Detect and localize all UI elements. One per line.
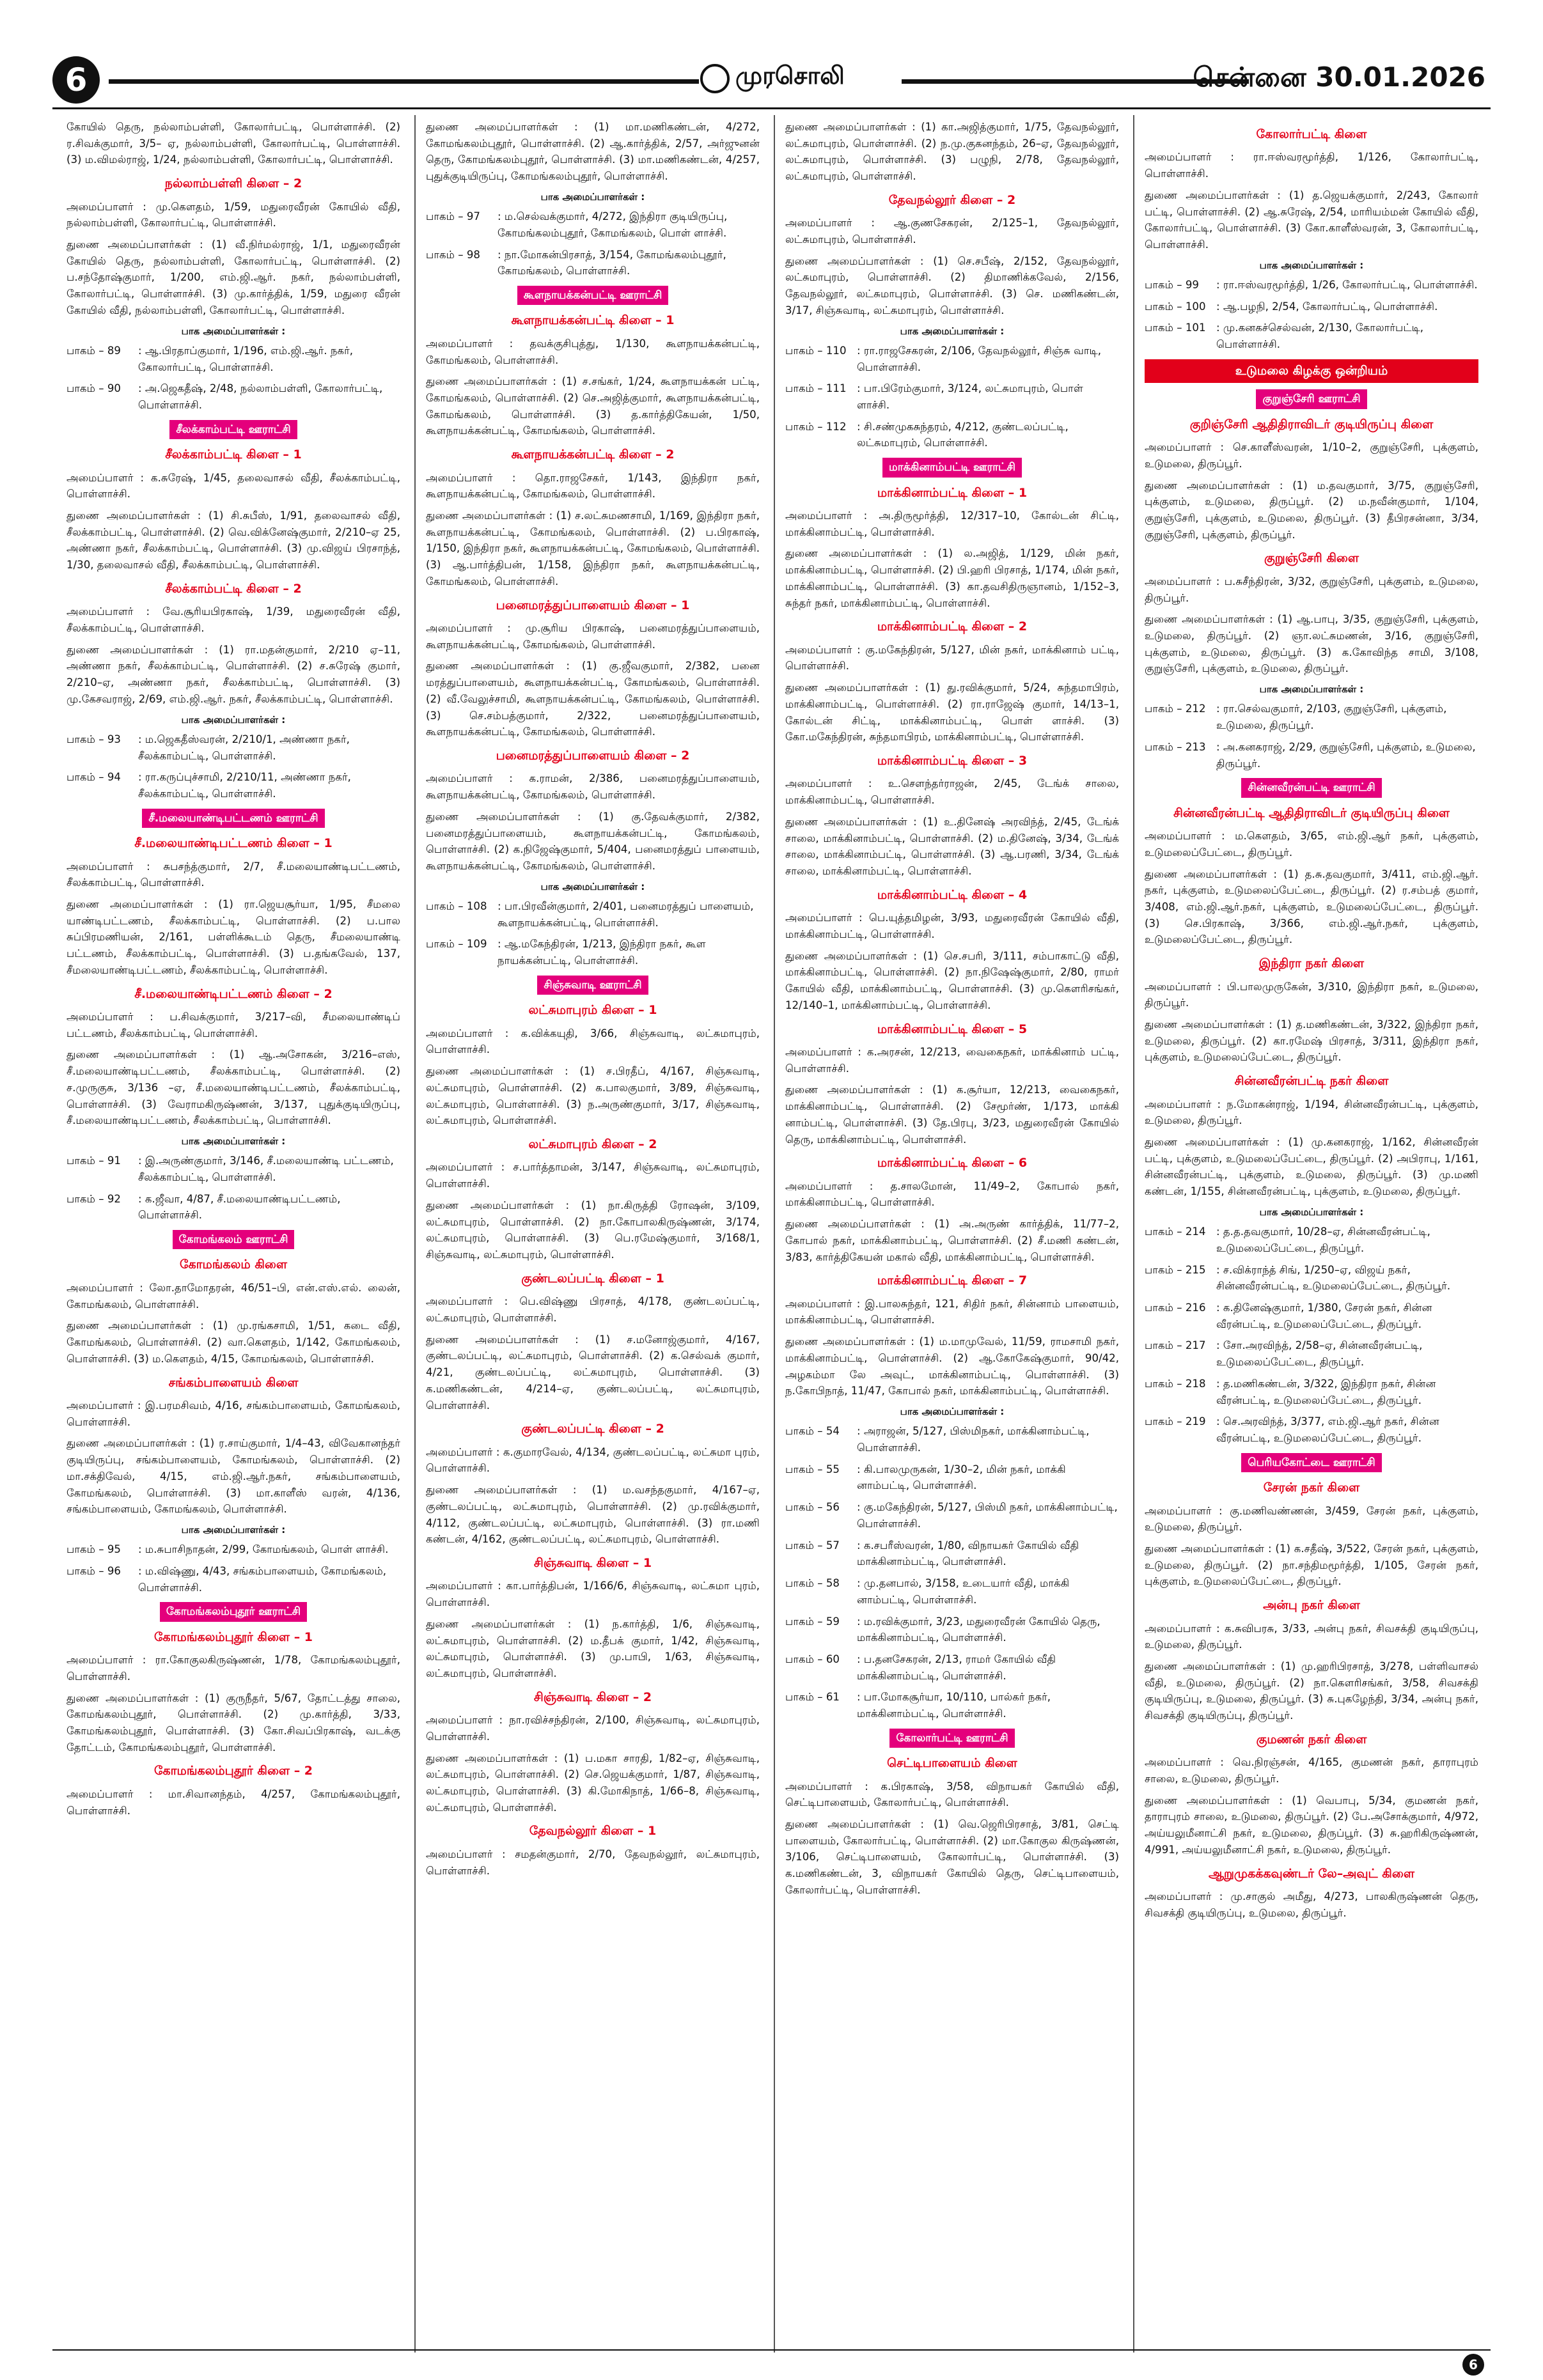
branch-heading: நல்லாம்பள்ளி கிளை – 2 (164, 176, 302, 191)
paragraph: அமைப்பாளர் : பி.பாலமுருகேன், 3/310, இந்திரா நகர், உடுமலை, திருப்பூர். (1145, 980, 1478, 1009)
paragraph: அமைப்பாளர் : ரா.கோகுலகிருஷ்ணன், 1/78, கோமங்கலம்புதூர், பொள்ளாச்சி. (67, 1654, 400, 1683)
booth-entry (1145, 277, 1478, 293)
booth-entry (67, 1191, 400, 1224)
paragraph: அமைப்பாளர் : க.அரசன், 12/213, வைகைநகர், மாக்கினாம் பட்டி, பொள்ளாச்சி. (785, 1045, 1119, 1075)
branch-heading: குண்டலப்பட்டி கிளை – 1 (521, 1271, 664, 1286)
booth-organiser: : மு.கனகச்செல்வன், 2/130, கோலார்பட்டி, பொள்ளாச்சி. (1216, 322, 1424, 351)
panchayat-tag: கோமங்கலம்புதூர் ஊராட்சி (160, 1602, 307, 1621)
paragraph: அமைப்பாளர் : க.பிரகாஷ், 3/58, விநாயகர் கோயில் வீதி, செட்டிபாளையம், கோலார்பட்டி, பொள்ளாச்சி. (785, 1780, 1119, 1809)
paragraph: துணை அமைப்பாளர்கள் : (1) ப.மகா சாரதி, 1/82–ஏ, சிஞ்சுவாடி, லட்சுமாபுரம், பொள்ளாச்சி. (2) செ.ஜெயக்குமார், 1/87, சிஞ்சுவாடி, லட்சுமாபுரம், பொள்ளாச்சி. (3) கி.மோகிநாத், 1/66–8, சிஞ்சுவாடி, லட்சுமாபுரம், பொள்ளாச்சி. (426, 1752, 760, 1814)
paragraph: துணை அமைப்பாளர்கள் : (1) செ.சபரி, 3/111, சம்பாகாட்டு வீதி, மாக்கினாம்பட்டி, பொள்ளாச்சி. (2) நா.நிஷேஷ்குமார், 2/80, ராமர் கோயில் வீதி, மாக்கினாம்பட்டி, பொள்ளாச்சி. (3) மு.கௌரிசங்கர், 12/140–1, மாக்கினாம்பட்டி, பொள்ளாச்சி. (785, 949, 1119, 1011)
booth-number: பாகம் – 55 (785, 1463, 840, 1475)
booth-organiser: : அ.கனகராஜ், 2/29, குறுஞ்சேரி, புக்குளம், உடுமலை, திருப்பூர். (1216, 740, 1476, 770)
paragraph: அமைப்பாளர் : மு.சூரிய பிரகாஷ், பனைமரத்துப்பாளையம், கூளநாயக்கன்பட்டி, கோமங்கலம், பொள்ளாச்சி. (426, 622, 760, 651)
booth-number: பாகம் – 108 (426, 900, 487, 913)
paragraph: துணை அமைப்பாளர்கள் : (1) வெபாபு, 5/34, குமணன் நகர், தாராபுரம் சாலை, உடுமலை, திருப்பூர். (2) பே.அசோக்குமார், 4/972, அய்யலுமீனாட்சி நகர், உடுமலை, திருப்பூர். (3) சு.ஹரிகிருஷ்ணன், 4/991, அய்யலுமீனாட்சி நகர், உடுமலை, திருப்பூர். (1145, 1794, 1478, 1856)
booth-entry (67, 731, 400, 764)
booth-organiser: : ரா.ராஜசேகரன், 2/106, தேவநல்லூர், சிஞ்சு வாடி, பொள்ளாச்சி. (857, 344, 1101, 373)
booth-subheading: பாக அமைப்பாளர்கள் : (181, 713, 286, 726)
branch-heading: குண்டலப்பட்டி கிளை – 2 (521, 1422, 664, 1436)
branch-heading: குமணன் நகர் கிளை (1256, 1732, 1367, 1746)
booth-number: பாகம் – 219 (1145, 1415, 1206, 1428)
paragraph: துணை அமைப்பாளர்கள் : (1) ச.சங்கர், 1/24, கூளநாயக்கன் பட்டி, கோமங்கலம், பொள்ளாச்சி. (2) செ.அஜித்குமார், கூளநாயக்கன்பட்டி, கோமங்கலம், பொள்ளாச்சி. (3) த.கார்த்திகேயன், 1/50, கூளநாயக்கன்பட்டி, கோமங்கலம், பொள்ளாச்சி. (426, 375, 760, 437)
branch-heading: குறிஞ்சேரி ஆதிதிராவிடர் குடியிருப்பு கிளை (1189, 417, 1434, 432)
booth-subheading: பாக அமைப்பாளர்கள் : (1259, 1206, 1364, 1218)
paragraph: அமைப்பாளர் : இ.பரமசிவம், 4/16, சங்கம்பாளையம், கோமங்கலம், பொள்ளாச்சி. (67, 1399, 400, 1428)
paragraph: அமைப்பாளர் : க.விக்கயுதி, 3/66, சிஞ்சுவாடி, லட்சுமாபுரம், பொள்ளாச்சி. (426, 1027, 760, 1056)
paragraph: துணை அமைப்பாளர்கள் : (1) மு.ஹரிபிரசாத், 3/278, பள்ளிவாசல் வீதி, உடுமலை, திருப்பூர். (2) நா.கெளரிசங்கர், 3/58, சிவசக்தி குடியிருப்பு, உடுமலை, திருப்பூர். (3) சு.புகழேந்தி, 3/34, அன்பு நகர், சிவசக்தி குடியிருப்பு, திருப்பூர். (1145, 1660, 1478, 1722)
paragraph: துணை அமைப்பாளர்கள் : (1) கா.அஜித்குமார், 1/75, தேவநல்லூர், லட்சுமாபுரம், பொள்ளாச்சி. (2) ந.மு.குகனந்தம், 26–ஏ, தேவநல்லூர், லட்சுமாபுரம், பொள்ளாச்சி. (3) பழுநி, 2/78, தேவநல்லூர், லட்சுமாபுரம், பொள்ளாச்சி. (785, 121, 1119, 183)
booth-organiser: : க.ஜீவா, 4/87, சீ.மலையாண்டிபட்டணம், பொள்ளாச்சி. (138, 1192, 341, 1222)
paragraph: துணை அமைப்பாளர்கள் : (1) உ.தினேஷ் அரவிந்த், 2/45, டேங்க் சாலை, மாக்கினாம்பட்டி, பொள்ளாச்சி. (2) ம.தினேஷ், 3/34, டேங்க் சாலை, மாக்கினாம்பட்டி, பொள்ளாச்சி. (3) ஆ.பரணி, 3/34, டேங்க் சாலை, மாக்கினாம்பட்டி, பொள்ளாச்சி. (785, 815, 1119, 878)
paragraph: துணை அமைப்பாளர்கள் : (1) ல.அஜித், 1/129, மின் நகர், மாக்கினாம்பட்டி, பொள்ளாச்சி. (2) பி.ஹரி பிரசாத், 1/174, மின் நகர், மாக்கினாம்பட்டி, பொள்ளாச்சி. (3) கா.தவசிதிருஞானம், 1/152–3, சுந்தர் நகர், மாக்கினாம்பட்டி, பொள்ளாச்சி. (785, 547, 1119, 609)
branch-heading: பனைமரத்துப்பாளையம் கிளை – 1 (496, 598, 690, 612)
branch-heading: மாக்கினாம்பட்டி கிளை – 5 (877, 1022, 1028, 1036)
city-date: சென்னை 30.01.2026 (1193, 61, 1485, 93)
booth-organiser: : க.தினேஷ்குமார், 1/380, சேரன் நகர், சின்ன வீரன்பட்டி, உடுமலைப்பேட்டை, திருப்பூர். (1216, 1302, 1432, 1330)
booth-entry (1145, 739, 1478, 772)
booth-number: பாகம் – 94 (67, 771, 121, 784)
panchayat-tag: கோலார்பட்டி ஊராட்சி (889, 1729, 1014, 1748)
booth-entry (67, 1563, 400, 1596)
paragraph: துணை அமைப்பாளர்கள் : (1) ம.வசந்தகுமார், 4/167–ஏ, குண்டலப்பட்டி, லட்சுமாபுரம், பொள்ளாச்சி. (2) மு.ரவிக்குமார், 4/112, குண்டலப்பட்டி, லட்சுமாபுரம், பொள்ளாச்சி. (3) ரா.மணி கண்டன், 4/162, குண்டலப்பட்டி, லட்சுமாபுரம், பொள்ளாச்சி. (426, 1484, 760, 1546)
paragraph: துணை அமைப்பாளர்கள் : (1) மு.ரங்கசாமி, 1/51, கடை வீதி, கோமங்கலம், பொள்ளாச்சி. (2) வா.கௌதம், 1/142, கோமங்கலம், பொள்ளாச்சி. (3) ம.கௌதம், 4/15, கோமங்கலம், பொள்ளாச்சி. (67, 1319, 400, 1365)
booth-number: பாகம் – 215 (1145, 1263, 1206, 1276)
branch-heading: சின்னவீரன்பட்டி நகர் கிளை (1234, 1074, 1389, 1089)
paragraph: துணை அமைப்பாளர்கள் : (1) ரா.மதன்குமார், 2/210 ஏ–11, அண்ணா நகர், சீலக்காம்பட்டி, பொள்ளாச்சி. (2) ச.சுரேஷ் குமார், 2/210–ஏ, அண்ணா நகர், சீலக்காம்பட்டி, பொள்ளாச்சி. (3) மு.கேசவராஜ், 2/69, எம்.ஜி.ஆர். நகர், சீலக்காம்பட்டி, பொள்ளாச்சி. (67, 643, 400, 705)
booth-number: பாகம் – 111 (785, 382, 847, 395)
booth-number: பாகம் – 216 (1145, 1302, 1206, 1314)
paragraph: துணை அமைப்பாளர்கள் : (1) து.ரவிக்குமார், 5/24, சுந்தமாபிரம், மாக்கினாம்பட்டி, பொள்ளாச்சி. (2) ரா.ராஜேஷ் குமார், 14/13–1, கோல்டன் சிட்டி, மாக்கினாம்பட்டி, பொள் ளாச்சி. (3) கோ.மகேந்திரன், சுந்தமாபிரம், மாக்கினாம்பட்டி, பொள்ளாச்சி. (785, 681, 1119, 743)
booth-entry (785, 343, 1119, 375)
top-rule (52, 107, 1491, 109)
booth-organiser: : ப.தனசேகரன், 2/13, ராமர் கோயில் வீதி மாக்கினாம்பட்டி, பொள்ளாச்சி. (857, 1653, 1056, 1682)
booth-entry (785, 1575, 1119, 1608)
booth-organiser: : ம.ஜெகதீஸ்வரன், 2/210/1, அண்ணா நகர், சீலக்காம்பட்டி, பொள்ளாச்சி. (138, 733, 350, 762)
column-3 (785, 119, 1119, 2344)
booth-organiser: : பா.பிரேம்குமார், 3/124, லட்சுமாபுரம், பொள் ளாச்சி. (857, 382, 1083, 412)
branch-heading: லட்சுமாபுரம் கிளை – 1 (528, 1003, 657, 1018)
paragraph: அமைப்பாளர் : இ.பாலசுந்தர், 121, சிதிர் நகர், சின்னாம் பாளையம், மாக்கினாம்பட்டி, பொள்ளாச்சி. (785, 1297, 1119, 1326)
panchayat-tag: கூளநாயக்கன்பட்டி ஊராட்சி (517, 286, 669, 305)
booth-number: பாகம் – 60 (785, 1653, 840, 1665)
paragraph: துணை அமைப்பாளர்கள் : (1) சி.சுபீஸ், 1/91, தலைவாசல் வீதி, சீலக்காம்பட்டி, பொள்ளாச்சி. (2) வெ.விக்னேஷ்குமார், 2/210–ஏ 25, அண்ணா நகர், சீலக்காம்பட்டி, பொள்ளாச்சி. (3) மு.விஜய் பிரசாந்த், 1/30, தலைவாசல் வீதி, சீலக்காம்பட்டி, பொள்ளாச்சி. (67, 509, 400, 572)
paragraph: அமைப்பாளர் : ந.மோகன்ராஜ், 1/194, சின்னவீரன்பட்டி, புக்குளம், உடுமலை, திருப்பூர். (1145, 1098, 1478, 1127)
paragraph: அமைப்பாளர் : க.சுவிபரசு, 3/33, அன்பு நகர், சிவசக்தி குடியிருப்பு, உடுமலை, திருப்பூர். (1145, 1622, 1478, 1651)
booth-organiser: : அ.ஜெகதீஷ், 2/48, நல்லாம்பள்ளி, கோலார்பட்டி, பொள்ளாச்சி. (138, 382, 383, 412)
branch-heading: மாக்கினாம்பட்டி கிளை – 2 (877, 619, 1028, 634)
branch-heading: தேவநல்லூர் கிளை – 2 (888, 192, 1016, 207)
booth-subheading: பாக அமைப்பாளர்கள் : (1259, 259, 1364, 271)
paragraph: அமைப்பாளர் : செ.காளீஸ்வரன், 1/10–2, குறுஞ்சேரி, புக்குளம், உடுமலை, திருப்பூர். (1145, 441, 1478, 470)
paragraph: அமைப்பாளர் : சுபசந்த்குமார், 2/7, சீ.மலையாண்டிபட்டணம், சீலக்காம்பட்டி, பொள்ளாச்சி. (67, 860, 400, 889)
paragraph: அமைப்பாளர் : லோ.தாமோதரன், 46/51–பி, என்.எஸ்.எல். லைன், கோமங்கலம், பொள்ளாச்சி. (67, 1281, 400, 1311)
paragraph: கோயில் தெரு, நல்லாம்பள்ளி, கோலார்பட்டி, பொள்ளாச்சி. (2) ர.சிவக்குமார், 3/5– ஏ, நல்லாம்பள்ளி, கோலார்பட்டி, பொள்ளாச்சி. (3) ம.விமல்ராஜ், 1/24, நல்லாம்பள்ளி, கோலார்பட்டி, பொள்ளாச்சி. (67, 121, 400, 166)
paragraph: துணை அமைப்பாளர்கள் : (1) ம.தவகுமார், 3/75, குறுஞ்சேரி, புக்குளம், உடுமலை, திருப்பூர். (2) ம.நவீன்குமார், 1/104, குறுஞ்சேரி, புக்குளம், உடுமலை, திருப்பூர். (3) தீபிரசன்னா, 3/34, குறுஞ்சேரி, புக்குளம், திருப்பூர். (1145, 479, 1478, 541)
paragraph: துணை அமைப்பாளர்கள் : (1) க.சூர்யா, 12/213, வைகைநகர், மாக்கினாம்பட்டி, பொள்ளாச்சி. (2) சேமூர்ண், 1/173, மாக்கி னாம்பட்டி, பொள்ளாச்சி. (3) தே.பிரபு, 3/23, மதுரைவீரன் கோயில் தெரு, மாக்கினாம்பட்டி, பொள்ளாச்சி. (785, 1084, 1119, 1146)
booth-organiser: : பா.மோகசூர்யா, 10/110, பால்கர் நகர், மாக்கினாம்பட்டி, பொள்ளாச்சி. (857, 1691, 1051, 1720)
branch-heading: சின்னவீரன்பட்டி ஆதிதிராவிடர் குடியிருப்பு கிளை (1173, 805, 1450, 820)
paragraph: அமைப்பாளர் : ச.பார்த்தாமன், 3/147, சிஞ்சுவாடி, லட்சுமாபுரம், பொள்ளாச்சி. (426, 1161, 760, 1190)
column-2 (426, 119, 760, 2344)
booth-organiser: : க.சபரீஸ்வரன், 1/80, விநாயகர் கோயில் வீதி மாக்கினாம்பட்டி, பொள்ளாச்சி. (857, 1539, 1079, 1568)
booth-organiser: : த.மணிகண்டன், 3/322, இந்திரா நகர், சின்ன வீரன்பட்டி, உடுமலைப்பேட்டை, திருப்பூர். (1216, 1377, 1436, 1406)
booth-entry (1145, 299, 1478, 315)
panchayat-tag: கோமங்கலம் ஊராட்சி (173, 1230, 295, 1249)
booth-entry (1145, 320, 1478, 352)
paragraph: துணை அமைப்பாளர்கள் : (1) குருநீதர், 5/67, தோட்டத்து சாலை, கோமங்கலம்புதூர், பொள்ளாச்சி. (2) மு.கார்த்தி, 3/33, கோமங்கலம்புதூர், பொள்ளாச்சி. (3) கோ.சிவப்பிரகாஷ், வடக்கு தோட்டம், கோமங்கலம்புதூர், பொள்ளாச்சி. (67, 1692, 400, 1754)
column-divider (414, 115, 416, 2353)
booth-entry (426, 936, 760, 968)
branch-heading: கோலார்பட்டி கிளை (1256, 127, 1367, 141)
paragraph: அமைப்பாளர் : பெ.யுத்தமிழன், 3/93, மதுரைவீரன் கோயில் வீதி, மாக்கினாம்பட்டி, பொள்ளாச்சி. (785, 912, 1119, 940)
booth-number: பாகம் – 213 (1145, 740, 1206, 753)
booth-organiser: : பா.பிரவீன்குமார், 2/401, பனைமரத்துப் பாளையம், கூளநாயக்கன்பட்டி, பொள்ளாச்சி. (497, 900, 754, 929)
booth-organiser: : ம.ரவிக்குமார், 3/23, மதுரைவீரன் கோயில் தெரு, மாக்கினாம்பட்டி, பொள்ளாச்சி. (857, 1615, 1100, 1644)
booth-number: பாகம் – 100 (1145, 300, 1206, 313)
panchayat-tag: குறுஞ்சேரி ஊராட்சி (1256, 389, 1367, 408)
booth-entry (785, 380, 1119, 413)
booth-number: பாகம் – 217 (1145, 1339, 1206, 1352)
booth-subheading: பாக அமைப்பாளர்கள் : (900, 1406, 1005, 1418)
booth-entry (426, 208, 760, 241)
paragraph: அமைப்பாளர் : ரா.ஈஸ்வரமூர்த்தி, 1/126, கோலார்பட்டி, பொள்ளாச்சி. (1145, 151, 1478, 180)
branch-heading: ஆறுமுகக்கவுண்டர் லே–அவுட் கிளை (1209, 1866, 1414, 1881)
booth-subheading: பாக அமைப்பாளர்கள் : (1259, 683, 1364, 696)
column-divider (1133, 115, 1134, 2353)
paragraph: அமைப்பாளர் : க.சுரேஷ், 1/45, தலைவாசல் வீதி, சீலக்காம்பட்டி, பொள்ளாச்சி. (67, 471, 400, 501)
booth-number: பாகம் – 97 (426, 210, 480, 223)
booth-number: பாகம் – 91 (67, 1155, 121, 1167)
paragraph: அமைப்பாளர் : அ.திருமூர்த்தி, 12/317–10, கோல்டன் சிட்டி, மாக்கினாம்பட்டி, பொள்ளாச்சி. (785, 509, 1119, 538)
booth-entry (785, 1651, 1119, 1684)
booth-organiser: : ஆ.பழநி, 2/54, கோலார்பட்டி, பொள்ளாச்சி. (1216, 300, 1438, 313)
booth-organiser: : ஆ.மகேந்திரன், 1/213, இந்திரா நகர், கூள நாயக்கன்பட்டி, பொள்ளாச்சி. (497, 938, 706, 967)
booth-entry (426, 898, 760, 931)
booth-entry (785, 419, 1119, 451)
booth-organiser: : இ.அருண்குமார், 3/146, சீ.மலையாண்டி பட்டணம், சீலக்காம்பட்டி, பொள்ளாச்சி. (138, 1155, 394, 1183)
booth-number: பாகம் – 56 (785, 1501, 840, 1514)
branch-heading: மாக்கினாம்பட்டி கிளை – 4 (877, 887, 1028, 902)
branch-heading: மாக்கினாம்பட்டி கிளை – 1 (877, 485, 1028, 500)
paragraph: அமைப்பாளர் : கு.மகேந்திரன், 5/127, மின் நகர், மாக்கினாம் பட்டி, பொள்ளாச்சி. (785, 643, 1119, 673)
branch-heading: சீலக்காம்பட்டி கிளை – 2 (165, 581, 302, 596)
booth-entry (426, 247, 760, 279)
paragraph: அமைப்பாளர் : மா.சிவானந்தம், 4/257, கோமங்கலம்புதூர், பொள்ளாச்சி. (67, 1787, 400, 1817)
booth-entry (1145, 701, 1478, 733)
paragraph: துணை அமைப்பாளர்கள் : (1) மா.மணிகண்டன், 4/272, கோமங்கலம்புதூர், பொள்ளாச்சி. (2) ஆ.கார்த்திக், 2/57, அர்ஜுனன் தெரு, கோமங்கலம்புதூர், பொள்ளாச்சி. (3) மா.மணிகண்டன், 4/257, புதுக்குடியிருப்பு, கோமங்கலம்புதூர், பொள்ளாச்சி. (426, 121, 760, 183)
booth-organiser: : ரா.ஈஸ்வரமூர்த்தி, 1/26, கோலார்பட்டி, பொள்ளாச்சி. (1216, 279, 1478, 291)
paragraph: துணை அமைப்பாளர்கள் : (1) நா.கிருத்தி ரோஷன், 3/109, லட்சுமாபுரம், பொள்ளாச்சி. (2) நா.கோபாலகிருஷ்ணன், 3/174, லட்சுமாபுரம், பொள்ளாச்சி. (3) பெ.ரமேஷ்குமார், 3/168/1, சிஞ்சுவாடி, லட்சுமாபுரம், பொள்ளாச்சி. (426, 1199, 760, 1261)
branch-heading: சிஞ்சுவாடி கிளை – 2 (533, 1690, 652, 1704)
booth-organiser: : சோ.அரவிந்த், 2/58–ஏ, சின்னவீரன்பட்டி, உடுமலைப்பேட்டை, திருப்பூர். (1216, 1339, 1423, 1369)
booth-number: பாகம் – 89 (67, 344, 121, 357)
paragraph: அமைப்பாளர் : கு.மணிவண்ணன், 3/459, சேரன் நகர், புக்குளம், உடுமலை, திருப்பூர். (1145, 1504, 1478, 1534)
booth-number: பாகம் – 96 (67, 1564, 121, 1577)
booth-entry (785, 1689, 1119, 1722)
booth-number: பாகம் – 59 (785, 1615, 840, 1628)
booth-organiser: : செ.அரவிந்த், 3/377, எம்.ஜி.ஆர் நகர், சின்ன வீரன்பட்டி, உடுமலைப்பேட்டை, திருப்பூர். (1216, 1415, 1439, 1445)
column-1 (67, 119, 400, 2344)
branch-heading: சங்கம்பாளையம் கிளை (168, 1375, 299, 1390)
paragraph: அமைப்பாளர் : வெ.நிரஞ்சன், 4/165, குமணன் நகர், தாராபுரம் சாலை, உடுமலை, திருப்பூர். (1145, 1756, 1478, 1785)
paragraph: அமைப்பாளர் : வே.சூரியபிரகாஷ், 1/39, மதுரைவீரன் வீதி, சீலக்காம்பட்டி, பொள்ளாச்சி. (67, 605, 400, 634)
booth-entry (67, 769, 400, 802)
column-divider (774, 115, 775, 2353)
booth-organiser: : நா.மோகன்பிரசாத், 3/154, கோமங்கலம்புதூர், கோமங்கலம், பொள்ளாச்சி. (497, 248, 726, 277)
paragraph: துணை அமைப்பாளர்கள் : (1) த.சு.தவகுமார், 3/411, எம்.ஜி.ஆர். நகர், புக்குளம், உடுமலைப்பேட்டை, திருப்பூர். (2) ர.சம்பத் குமார், 3/408, எம்.ஜி.ஆர்.நகர், புக்குளம், உடுமலைப்பேட்டை, திருப்பூர். (3) செ.பிரகாஷ், 3/366, எம்.ஜி.ஆர்.நகர், புக்குளம், உடுமலைப்பேட்டை, திருப்பூர். (1145, 867, 1478, 946)
paragraph: அமைப்பாளர் : சமதன்குமார், 2/70, தேவநல்லூர், லட்சுமாபுரம், பொள்ளாச்சி. (426, 1847, 760, 1877)
booth-subheading: பாக அமைப்பாளர்கள் : (540, 191, 645, 203)
booth-entry (1145, 1300, 1478, 1332)
paragraph: துணை அமைப்பாளர்கள் : (1) ர.சாய்குமார், 1/4–43, விவேகானந்தர் குடியிருப்பு, சங்கம்பாளையம், கோமங்கலம், பொள்ளாச்சி. (2) மா.சக்திவேல், 4/15, எம்.ஜி.ஆர்.நகர், சங்கம்பாளையம், கோமங்கலம், பொள்ளாச்சி. (3) மா.காளீஸ் வரன், 4/136, சங்கம்பாளையம், கோமங்கலம், பொள்ளாச்சி. (67, 1437, 400, 1516)
footer-page-number: 6 (1462, 2354, 1484, 2376)
booth-entry (1145, 1337, 1478, 1370)
paragraph: அமைப்பாளர் : ம.கௌதம், 3/65, எம்.ஜி.ஆர் நகர், புக்குளம், உடுமலைப்பேட்டை, திருப்பூர். (1145, 830, 1478, 859)
paragraph: துணை அமைப்பாளர்கள் : (1) ச.லட்சுமணசாமி, 1/169, இந்திரா நகர், கூளநாயக்கன்பட்டி, கோமங்கலம், பொள்ளாச்சி. (2) ப.பிரகாஷ், 1/150, இந்திரா நகர், கூளநாயக்கன்பட்டி, கோமங்கலம், பொள்ளாச்சி. (3) ஆ.பார்த்திபன், 1/158, இந்திரா நகர், கூளநாயக்கன்பட்டி, கோமங்கலம், பொள்ளாச்சி. (426, 509, 760, 587)
branch-heading: குறுஞ்சேரி கிளை (1264, 551, 1359, 566)
paragraph: துணை அமைப்பாளர்கள் : (1) ஆ.அசோகன், 3/216–எஸ், சீ.மலையாண்டிபட்டணம், சீலக்காம்பட்டி, பொள்ளாச்சி. (2) ச.முருகுசு, 3/136 –ஏ, சீ.மலையாண்டிபட்டணம், சீலக்காம்பட்டி, பொள்ளாச்சி. (3) வேராமகிருஷ்ணன், 3/137, புதுக்குடியிருப்பு, சீ.மலையாண்டிபட்டணம், சீலக்காம்பட்டி, பொள்ளாச்சி. (67, 1048, 400, 1127)
paragraph: துணை அமைப்பாளர்கள் : (1) கு.தேவக்குமார், 2/382, பனைமரத்துப்பாளையம், கூளநாயக்கன்பட்டி, கோமங்கலம், பொள்ளாச்சி. (2) க.நிஜேஷ்குமார், 5/404, பனைமரத்துப் பாளையம், கூளநாயக்கன்பட்டி, கோமங்கலம், பொள்ளாச்சி. (426, 810, 760, 873)
branch-heading: சேரன் நகர் கிளை (1263, 1481, 1360, 1495)
branch-heading: கோமங்கலம்புதூர் கிளை – 1 (153, 1629, 313, 1644)
booth-number: பாகம் – 57 (785, 1539, 840, 1552)
paragraph: அமைப்பாளர் : ஆ.குணசேகரன், 2/125–1, தேவநல்லூர், லட்சுமாபுரம், பொள்ளாச்சி. (785, 217, 1119, 246)
branch-heading: இந்திரா நகர் கிளை (1258, 956, 1365, 971)
branch-heading: சிஞ்சுவாடி கிளை – 1 (533, 1555, 652, 1570)
booth-number: பாகம் – 212 (1145, 703, 1206, 715)
branch-heading: கோமங்கலம்புதூர் கிளை – 2 (153, 1764, 313, 1778)
paragraph: துணை அமைப்பாளர்கள் : (1) மு.கனகராஜ், 1/162, சின்னவீரன் பட்டி, புக்குளம், உடுமலைப்பேட்டை, திருப்பூர். (2) அபிராபு, 1/161, சின்னவீரன்பட்டி, புக்குளம், உடுமலை, திருப்பூர். (3) மு.மணி கண்டன், 1/155, சின்னவீரன்பட்டி, புக்குளம், உடுமலை, திருப்பூர். (1145, 1136, 1478, 1198)
branch-heading: மாக்கினாம்பட்டி கிளை – 3 (877, 754, 1028, 768)
booth-number: பாகம் – 90 (67, 382, 121, 395)
paragraph: துணை அமைப்பாளர்கள் : (1) செ.சபீஷ், 2/152, தேவநல்லூர், லட்சுமாபுரம், பொள்ளாச்சி. (2) திமாணிக்கவேல், 2/156, தேவநல்லூர், லட்சுமாபுரம், பொள்ளாச்சி. (3) செ. மணிகண்டன், 3/17, சிஞ்சுவாடி, லட்சுமாபுரம், பொள்ளாச்சி. (785, 254, 1119, 316)
booth-number: பாகம் – 99 (1145, 279, 1199, 291)
booth-subheading: பாக அமைப்பாளர்கள் : (540, 880, 645, 892)
booth-organiser: : சி.சண்முகசுந்தரம், 4/212, குண்டலப்பட்டி, லட்சுமாபுரம், பொள்ளாச்சி. (857, 420, 1069, 449)
branch-heading: கூளநாயக்கன்பட்டி கிளை – 2 (511, 447, 675, 462)
booth-subheading: பாக அமைப்பாளர்கள் : (900, 325, 1005, 337)
paragraph: துணை அமைப்பாளர்கள் : (1) ச.மனோஜ்குமார், 4/167, குண்டலப்பட்டி, லட்சுமாபுரம், பொள்ளாச்சி. (2) க.செல்வக் குமார், 4/21, குண்டலப்பட்டி, லட்சுமாபுரம், பொள்ளாச்சி. (3) க.மணிகண்டன், 4/214–ஏ, குண்டலப்பட்டி, லட்சுமாபுரம், பொள்ளாச்சி. (426, 1333, 760, 1412)
panchayat-tag: மாக்கினாம்பட்டி ஊராட்சி (882, 458, 1022, 477)
header-rule-left (109, 79, 699, 84)
booth-entry (67, 1153, 400, 1185)
paragraph: அமைப்பாளர் : த.சாலமோன், 11/49–2, கோபால் நகர், மாக்கினாம்பட்டி, பொள்ளாச்சி. (785, 1179, 1119, 1209)
booth-entry (1145, 1262, 1478, 1295)
booth-subheading: பாக அமைப்பாளர்கள் : (181, 325, 286, 337)
paragraph: துணை அமைப்பாளர்கள் : (1) க.சதீஷ், 3/522, சேரன் நகர், புக்குளம், உடுமலை, திருப்பூர். (2) நா.சந்திமமூர்த்தி, 1/105, சேரன் நகர், புக்குளம், உடுமலைப்பேட்டை, திருப்பூர். (1145, 1542, 1478, 1588)
paragraph: அமைப்பாளர் : கா.பார்த்திபன், 1/166/6, சிஞ்சுவாடி, லட்சுமா புரம், பொள்ளாச்சி. (426, 1580, 760, 1609)
paragraph: அமைப்பாளர் : ப.சுசீந்திரன், 3/32, குறுஞ்சேரி, புக்குளம், உடுமலை, திருப்பூர். (1145, 575, 1478, 604)
paragraph: துணை அமைப்பாளர்கள் : (1) அ.அருண் கார்த்திக், 11/77–2, கோபால் நகர், மாக்கினாம்பட்டி, பொள்ளாச்சி. (2) சீ.மணி கண்டன், 3/83, கார்த்திகேயன் மகால் வீதி, மாக்கினாம்பட்டி, பொள்ளாச்சி. (785, 1218, 1119, 1263)
booth-entry (785, 1461, 1119, 1494)
paragraph: துணை அமைப்பாளர்கள் : (1) ம.மாமுவேல், 11/59, ராமசாமி நகர், மாக்கினாம்பட்டி, பொள்ளாச்சி. (2) ஆ.கோகேஷ்குமார், 90/42, அழகம்மா லே அவுட், மாக்கினாம்பட்டி, பொள்ளாச்சி. (3) ந.கோபிநாத், 11/47, கோபால் நகர், மாக்கினாம்பட்டி, பொள்ளாச்சி. (785, 1335, 1119, 1397)
booth-entry (785, 1537, 1119, 1570)
paragraph: அமைப்பாளர் : மு.சாகுல் அமீது, 4/273, பாலகிருஷ்ணன் தெரு, சிவசக்தி குடியிருப்பு, உடுமலை, திருப்பூர். (1145, 1890, 1478, 1919)
newspaper-name: முரசொலி (735, 61, 845, 89)
branch-heading: சீலக்காம்பட்டி கிளை – 1 (165, 447, 302, 462)
branch-heading: சீ.மலையாண்டிபட்டணம் கிளை – 2 (134, 986, 333, 1001)
branch-heading: தேவநல்லூர் கிளை – 1 (529, 1824, 657, 1839)
booth-number: பாகம் – 214 (1145, 1225, 1206, 1238)
branch-heading: மாக்கினாம்பட்டி கிளை – 6 (877, 1156, 1028, 1171)
paragraph: அமைப்பாளர் : தவக்குசிபுத்து, 1/130, கூளநாயக்கன்பட்டி, கோமங்கலம், பொள்ளாச்சி. (426, 337, 760, 366)
paragraph: அமைப்பாளர் : க.ராமன், 2/386, பனைமரத்துப்பாளையம், கூளநாயக்கன்பட்டி, கோமங்கலம், பொள்ளாச்சி. (426, 772, 760, 802)
panchayat-tag: பெரியகோட்டை ஊராட்சி (1241, 1453, 1382, 1472)
booth-organiser: : ரா.கருப்புச்சாமி, 2/210/11, அண்ணா நகர், சீலக்காம்பட்டி, பொள்ளாச்சி. (138, 771, 351, 800)
booth-number: பாகம் – 93 (67, 733, 121, 745)
booth-organiser: : ச.விக்ராந்த் சிங், 1/250–ஏ, விஜய் நகர், சின்னவீரன்பட்டி, உடுமலைப்பேட்டை, திருப்பூர். (1216, 1263, 1451, 1293)
paragraph: துணை அமைப்பாளர்கள் : (1) த.மணிகண்டன், 3/322, இந்திரா நகர், உடுமலை, திருப்பூர். (2) கா.ரமேஷ் பிரசாத், 3/311, இந்திரா நகர், புக்குளம், உடுமலைப்பேட்டை, திருப்பூர். (1145, 1018, 1478, 1064)
panchayat-tag: சிஞ்சுவாடி ஊராட்சி (537, 976, 648, 995)
booth-number: பாகம் – 61 (785, 1691, 840, 1704)
panchayat-tag: சீ.மலையாண்டிபட்டணம் ஊராட்சி (142, 809, 324, 828)
booth-number: பாகம் – 95 (67, 1543, 121, 1556)
branch-heading: கூளநாயக்கன்பட்டி கிளை – 1 (511, 313, 675, 328)
booth-organiser: : த.த.தவகுமார், 10/28–ஏ, சின்னவீரன்பட்டி, உடுமலைப்பேட்டை, திருப்பூர். (1216, 1225, 1430, 1254)
branch-heading: லட்சுமாபுரம் கிளை – 2 (528, 1137, 657, 1151)
booth-number: பாகம் – 101 (1145, 322, 1206, 334)
booth-entry (67, 343, 400, 375)
booth-entry (1145, 1224, 1478, 1256)
booth-entry (67, 380, 400, 413)
branch-heading: கோமங்கலம் கிளை (179, 1257, 288, 1272)
paragraph: துணை அமைப்பாளர்கள் : (1) ந.கார்த்தி, 1/6, சிஞ்சுவாடி, லட்சுமாபுரம், பொள்ளாச்சி. (2) ம.தீபக் குமார், 1/42, சிஞ்சுவாடி, லட்சுமாபுரம், பொள்ளாச்சி. (3) மு.பாபி, 1/63, சிஞ்சுவாடி, லட்சுமாபுரம், பொள்ளாச்சி. (426, 1617, 760, 1679)
paragraph: அமைப்பாளர் : பெ.விஷ்ணு பிரசாத், 4/178, குண்டலப்பட்டி, லட்சுமாபுரம், பொள்ளாச்சி. (426, 1295, 760, 1324)
booth-entry (785, 1614, 1119, 1646)
paragraph: துணை அமைப்பாளர்கள் : (1) த.ஜெயக்குமார், 2/243, கோலார் பட்டி, பொள்ளாச்சி. (2) ஆ.சுரேஷ், 2/54, மாரியம்மன் கோயில் வீதி, கோலார்பட்டி, பொள்ளாச்சி. (3) கோ.காளீஸ்வரன், 3, கோலார்பட்டி, பொள்ளாச்சி. (1145, 189, 1478, 251)
branch-heading: மாக்கினாம்பட்டி கிளை – 7 (877, 1273, 1028, 1288)
paragraph: துணை அமைப்பாளர்கள் : (1) ரா.ஜெயசூர்யா, 1/95, சீமலை யாண்டிபட்டணம், சீலக்காம்பட்டி, பொள்ளாச்சி. (2) ப.பால சுப்பிரமணியன், 2/161, பள்ளிக்கூடம் தெரு, சீமலையாண்டி பட்டணம், சீலக்காம்பட்டி, பொள்ளாச்சி. (3) ப.தங்கவேல், 137, சீமலையாண்டிபட்டணம், சீலக்காம்பட்டி, பொள்ளாச்சி. (67, 898, 400, 976)
paragraph: துணை அமைப்பாளர்கள் : (1) கு.ஜீவகுமார், 2/382, பனை மரத்துப்பாளையம், கூளநாயக்கன்பட்டி, கோமங்கலம், பொள்ளாச்சி. (2) வீ.வேலுச்சாமி, கூளநாயக்கன்பட்டி, கோமங்கலம், பொள்ளாச்சி. (3) செ.சம்பத்குமார், 2/322, பனைமரத்துப்பாளையம், கூளநாயக்கன்பட்டி, கோமங்கலம், பொள்ளாச்சி. (426, 660, 760, 738)
booth-entry (785, 1499, 1119, 1532)
paragraph: துணை அமைப்பாளர்கள் : (1) ஆ.பாபு, 3/35, குறுஞ்சேரி, புக்குளம், உடுமலை, திருப்பூர். (2) ஞா.லட்சுமணன், 3/16, குறுஞ்சேரி, புக்குளம், உடுமலை, திருப்பூர். (3) க.கோவிந்த சாமி, 3/108, குறுஞ்சேரி, புக்குளம், உடுமலை, திருப்பூர். (1145, 613, 1478, 675)
booth-organiser: : அராஜன், 5/127, பிஸ்மிநகர், மாக்கினாம்பட்டி, பொள்ளாச்சி. (857, 1425, 1090, 1454)
page-header (0, 0, 1543, 109)
panchayat-tag: சீலக்காம்பட்டி ஊராட்சி (169, 420, 297, 439)
booth-organiser: : ம.சுபாசிநாதன், 2/99, கோமங்கலம், பொள் ளாச்சி. (138, 1543, 389, 1556)
paragraph: அமைப்பாளர் : தொ.ராஜசேகர், 1/143, இந்திரா நகர், கூளநாயக்கன்பட்டி, கோமங்கலம், பொள்ளாச்சி. (426, 471, 760, 501)
branch-heading: பனைமரத்துப்பாளையம் கிளை – 2 (496, 749, 690, 763)
booth-subheading: பாக அமைப்பாளர்கள் : (181, 1523, 286, 1536)
booth-number: பாகம் – 110 (785, 344, 847, 357)
booth-organiser: : ம.செல்வக்குமார், 4/272, இந்திரா குடியிருப்பு, கோமங்கலம்புதூர், கோமங்கலம், பொள் ளாச்சி. (497, 210, 728, 239)
booth-number: பாகம் – 112 (785, 420, 847, 433)
booth-number: பாகம் – 109 (426, 938, 487, 951)
booth-number: பாகம் – 218 (1145, 1377, 1206, 1390)
booth-entry (1145, 1376, 1478, 1408)
booth-number: பாகம் – 98 (426, 248, 480, 261)
paragraph: துணை அமைப்பாளர்கள் : (1) ச.பிரதீப், 4/167, சிஞ்சுவாடி, லட்சுமாபுரம், பொள்ளாச்சி. (2) க.பாலகுமார், 3/89, சிஞ்சுவாடி, லட்சுமாபுரம், பொள்ளாச்சி. (3) ந.அருண்குமார், 3/17, சிஞ்சுவாடி, லட்சுமாபுரம், பொள்ளாச்சி. (426, 1065, 760, 1127)
booth-organiser: : ரா.செல்வகுமார், 2/103, குறுஞ்சேரி, புக்குளம், உடுமலை, திருப்பூர். (1216, 703, 1447, 732)
booth-organiser: : மு.தனபால், 3/158, உடையார் வீதி, மாக்கி னாம்பட்டி, பொள்ளாச்சி. (857, 1577, 1070, 1606)
panchayat-tag: சின்னவீரன்பட்டி ஊராட்சி (1241, 778, 1381, 797)
sun-logo-icon (700, 64, 730, 93)
paragraph: துணை அமைப்பாளர்கள் : (1) வீ.நிர்மல்ராஜ், 1/1, மதுரைவீரன் கோயில் தெரு, நல்லாம்பள்ளி, கோலார்பட்டி, பொள்ளாச்சி. (2) ப.சந்தோஷ்குமார், 1/200, எம்.ஜி.ஆர். நகர், நல்லாம்பள்ளி, கோலார்பட்டி, பொள்ளாச்சி. (3) மு.கார்த்திக், 1/59, மதுரை வீரன் கோயில் வீதி, நல்லாம்பள்ளி, கோலார்பட்டி, பொள்ளாச்சி. (67, 238, 400, 316)
booth-number: பாகம் – 58 (785, 1577, 840, 1590)
paragraph: அமைப்பாளர் : க.குமாரவேல், 4/134, குண்டலப்பட்டி, லட்சுமா புரம், பொள்ளாச்சி. (426, 1445, 760, 1475)
branch-heading: சீ.மலையாண்டிபட்டணம் கிளை – 1 (134, 836, 333, 851)
booth-organiser: : கு.மகேந்திரன், 5/127, பிஸ்மி நகர், மாக்கினாம்பட்டி, பொள்ளாச்சி. (857, 1501, 1118, 1530)
booth-subheading: பாக அமைப்பாளர்கள் : (181, 1135, 286, 1147)
column-4 (1145, 119, 1478, 2344)
booth-entry (67, 1541, 400, 1558)
booth-organiser: : ம.விஷ்ணு, 4/43, சங்கம்பாளையம், கோமங்கலம், பொள்ளாச்சி. (138, 1564, 387, 1594)
booth-entry (785, 1423, 1119, 1456)
booth-entry (1145, 1413, 1478, 1446)
booth-organiser: : ஆ.பிரதாப்குமார், 1/196, எம்.ஜி.ஆர். நகர், கோலார்பட்டி, பொள்ளாச்சி. (138, 344, 354, 373)
branch-heading: அன்பு நகர் கிளை (1263, 1598, 1360, 1613)
paragraph: அமைப்பாளர் : மு.கௌதம், 1/59, மதுரைவீரன் கோயில் வீதி, நல்லாம்பள்ளி, கோலார்பட்டி, பொள்ளாச்சி. (67, 200, 400, 229)
booth-number: பாகம் – 54 (785, 1425, 840, 1438)
paragraph: அமைப்பாளர் : நா.ரவிச்சந்திரன், 2/100, சிஞ்சுவாடி, லட்சுமாபுரம், பொள்ளாச்சி. (426, 1714, 760, 1743)
branch-heading: செட்டிபாளையம் கிளை (887, 1756, 1017, 1771)
booth-number: பாகம் – 92 (67, 1192, 121, 1205)
paragraph: துணை அமைப்பாளர்கள் : (1) வெ.ஜெரிபிரசாத், 3/81, செட்டி பாளையம், கோலார்பட்டி, பொள்ளாச்சி. (2) மா.கோகுல கிருஷ்ணன், 3/106, செட்டிபாளையம், கோலார்பட்டி, பொள்ளாச்சி. (3) க.மணிகண்டன், 3, விநாயகர் கோயில் தெரு, செட்டிபாளையம், கோலார்பட்டி, பொள்ளாச்சி. (785, 1818, 1119, 1896)
bottom-rule (52, 2349, 1491, 2351)
booth-organiser: : கி.பாலமுருகன், 1/30–2, மின் நகர், மாக்கி னாம்பட்டி, பொள்ளாச்சி. (857, 1463, 1066, 1492)
page-number-badge: 6 (52, 56, 100, 104)
paragraph: அமைப்பாளர் : உ.செளந்தர்ராஜன், 2/45, டேங்க் சாலை, மாக்கினாம்பட்டி, பொள்ளாச்சி. (785, 777, 1119, 807)
union-banner: உடுமலை கிழக்கு ஒன்றியம் (1145, 359, 1478, 383)
paragraph: அமைப்பாளர் : ப.சிவக்குமார், 3/217–வி, சீமலையாண்டிப் பட்டணம், சீலக்காம்பட்டி, பொள்ளாச்சி. (67, 1010, 400, 1039)
